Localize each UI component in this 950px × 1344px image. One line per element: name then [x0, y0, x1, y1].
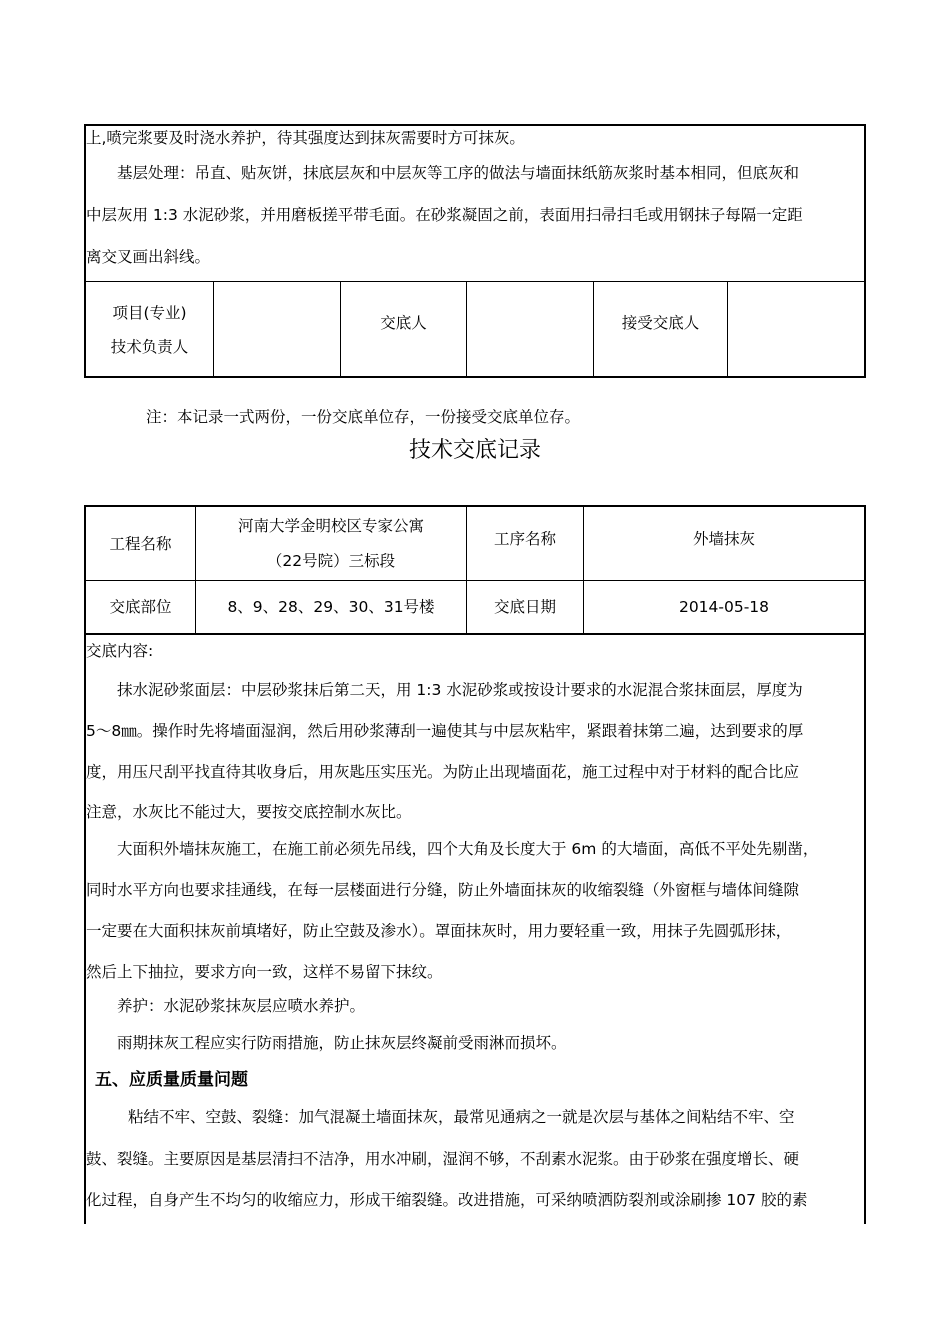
- discloser-label: 交底人: [380, 314, 427, 332]
- receiver-label: 接受交底人: [621, 314, 700, 332]
- tech-lead-label-line2: 技术负责人: [110, 337, 189, 356]
- content-border-right: [864, 634, 866, 1224]
- top-text-line: 基层处理：吊直、贴灰饼，抹底层灰和中层灰等工序的做法与墙面抹纸筋灰浆时基本相同，但底灰和: [117, 164, 800, 182]
- record-note: 注：本记录一式两份，一份交底单位存，一份接受交底单位存。: [146, 408, 581, 426]
- content-line: 5～8㎜。操作时先将墙面湿润，然后用砂浆薄刮一遍使其与中层灰粘牢，紧跟着抹第二遍，达到要求的厚: [86, 722, 804, 740]
- project-name-line2: （22号院）三标段: [266, 551, 396, 570]
- quality-line: 鼓、裂缝。主要原因是基层清扫不洁净，用水冲刷，湿润不够，不刮素水泥浆。由于砂浆在强度增长、硬: [86, 1150, 800, 1168]
- process-name-value: 外墙抹灰: [692, 529, 755, 548]
- date-value: 2014-05-18: [678, 598, 770, 616]
- tech-lead-signature-field[interactable]: [214, 283, 340, 376]
- top-text-line: 中层灰用 1:3 水泥砂浆，并用磨板搓平带毛面。在砂浆凝固之前，表面用扫帚扫毛或用钢抹子每隔一定距: [86, 206, 803, 224]
- tech-lead-label-line1: 项目(专业): [112, 303, 187, 322]
- signature-row-divider: [84, 281, 866, 282]
- receiver-signature-field[interactable]: [728, 283, 864, 376]
- content-line: 雨期抹灰工程应实行防雨措施，防止抹灰层终凝前受雨淋而损坏。: [117, 1034, 567, 1052]
- quality-line: 化过程，自身产生不均匀的收缩应力，形成干缩裂缝。改进措施，可采纳喷洒防裂剂或涂刷掺 107 胶的素: [86, 1191, 808, 1209]
- content-line: 注意，水灰比不能过大，要按交底控制水灰比。: [86, 803, 412, 821]
- project-name-value: [196, 507, 466, 580]
- process-name-label: 工序名称: [493, 529, 556, 548]
- date-label: 交底日期: [493, 598, 556, 616]
- tech-lead-label: [86, 283, 213, 376]
- record-title: 技术交底记录: [408, 438, 541, 463]
- location-label: 交底部位: [109, 598, 172, 616]
- content-line: 养护：水泥砂浆抹灰层应喷水养护。: [117, 997, 366, 1015]
- content-line: 一定要在大面积抹灰前填堵好，防止空鼓及渗水）。罩面抹灰时，用力要轻重一致，用抹子先圆弧形抹，: [86, 922, 792, 940]
- content-line: 大面积外墙抹灰施工，在施工前必须先吊线，四个大角及长度大于 6m 的大墙面，高低不平处先剔凿，: [117, 840, 819, 858]
- top-text-line: 上,喷完浆要及时浇水养护，待其强度达到抹灰需要时方可抹灰。: [86, 129, 525, 147]
- content-line: 然后上下抽拉，要求方向一致，这样不易留下抹纹。: [86, 963, 443, 981]
- quality-line: 粘结不牢、空鼓、裂缝：加气混凝土墙面抹灰，最常见通病之一就是次层与基体之间粘结不牢、空: [128, 1108, 795, 1126]
- content-label: 交底内容:: [86, 642, 154, 660]
- content-line: 同时水平方向也要求挂通线，在每一层楼面进行分缝，防止外墙面抹灰的收缩裂缝（外窗框与墙体间缝隙: [86, 881, 800, 899]
- project-name-line1: 河南大学金明校区专家公寓: [237, 516, 424, 535]
- project-name-label: 工程名称: [109, 534, 172, 553]
- discloser-signature-field[interactable]: [467, 283, 593, 376]
- top-text-line: 离交叉画出斜线。: [86, 248, 211, 266]
- content-line: 抹水泥砂浆面层：中层砂浆抹后第二天，用 1:3 水泥砂浆或按设计要求的水泥混合浆抹面层，厚度为: [117, 681, 803, 699]
- content-line: 度，用压尺刮平找直待其收身后，用灰匙压实压光。为防止出现墙面花，施工过程中对于材料的配合比应: [86, 763, 800, 781]
- section-heading: 五、应质量质量问题: [95, 1070, 248, 1090]
- location-value: 8、9、28、29、30、31号楼: [227, 598, 435, 616]
